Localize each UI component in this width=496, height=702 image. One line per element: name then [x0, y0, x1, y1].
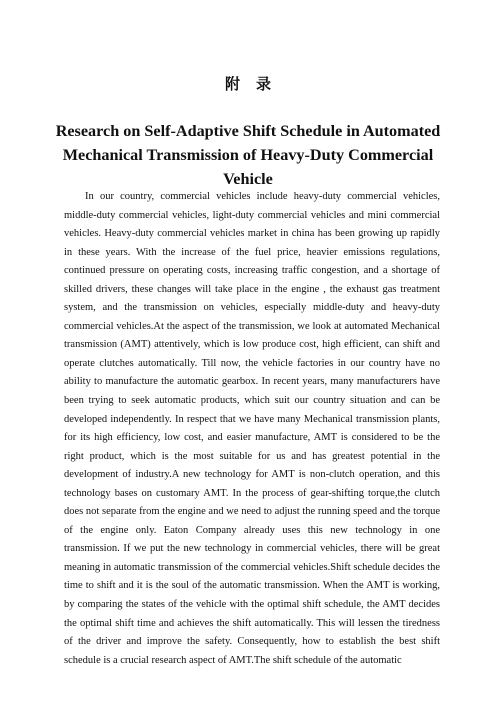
appendix-heading: 附录: [224, 75, 287, 93]
body-paragraph: In our country, commercial vehicles include heavy-duty commercial vehicles, middle-duty commercial vehicles, light-duty commercial vehicles and mini commercial vehicles. Heavy-duty commercial vehicles market in china has been growing up rapidly in these years. With the increase of the fuel price, heavier emissions regulations, continued pressure on operating costs, increasing traffic congestion, and a shortage of skilled drivers, these changes will take place in the engine , the exhaust gas treatment system, and the transmission on vehicles, especially middle-duty and heavy-duty commercial vehicles.At the aspect of the transmission, we look at automated Mechanical transmission (AMT) attentively, which is low produce cost, high efficient, can shift and operate clutches automatically. Till now, the vehicle factories in our country have no ability to manufacture the automatic gearbox. In recent years, many manufacturers have been trying to seek automatic products, which suit our country situation and can be developed independently. In respect that we have many Mechanical transmission plants, for its high efficiency, low cost, and easier manufacture, AMT is considered to be the right product, which is the most suitable for us and has greatest potential in the development of industry.A new technology for AMT is non-clutch operation, and this technology bases on customary AMT. In the process of gear-shifting torque,the clutch does not separate from the engine and we need to adjust the running speed and the torque of the engine only. Eaton Company already uses this new technology in one transmission. If we put the new technology in commercial vehicles, there will be great meaning in automatic transmission of the commercial vehicles.Shift schedule decides the time to shift and it is the soul of the automatic transmission. When the AMT is working, by comparing the states of the vehicle with the optimal shift schedule, the AMT decides the optimal shift time and achieves the shift automatically. This will lessen the tiredness of the driver and improve the safety. Consequently, how to establish the best shift schedule is a crucial research aspect of AMT.The shift schedule of the automatic: [64, 191, 440, 666]
paper-title: Research on Self-Adaptive Shift Schedule in Automated Mechanical Transmission of Heavy-Duty Commercial Vehicle: [55, 122, 441, 188]
